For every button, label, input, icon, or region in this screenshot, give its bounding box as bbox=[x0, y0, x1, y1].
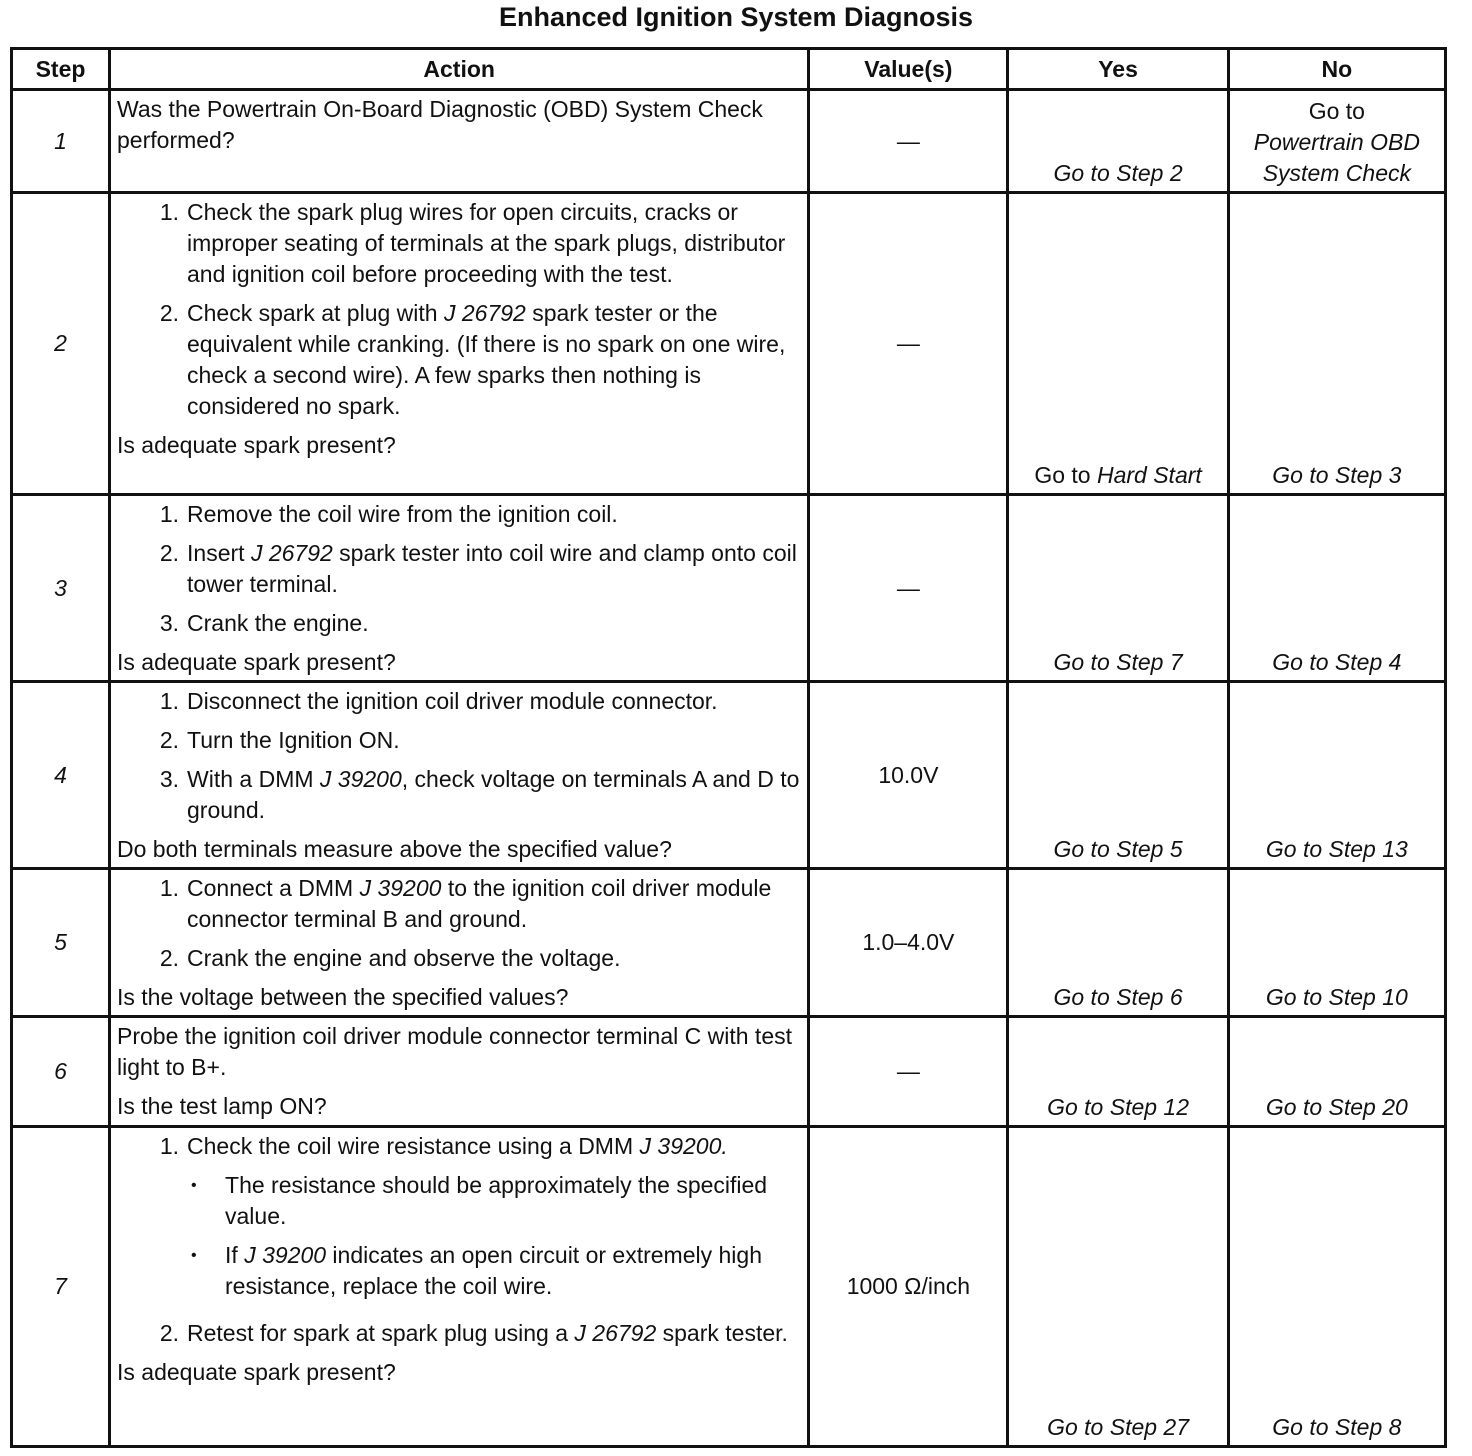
step-number: 1 bbox=[12, 90, 110, 193]
value-cell: 10.0V bbox=[809, 682, 1008, 869]
list-item bbox=[117, 764, 803, 826]
list-item bbox=[117, 538, 803, 600]
value-cell: — bbox=[809, 193, 1008, 495]
tool-reference: J 26792 bbox=[574, 1320, 657, 1346]
bullet-icon: • bbox=[191, 1247, 197, 1264]
tool-reference: J 39200 bbox=[244, 1242, 327, 1268]
value-cell: 1.0–4.0V bbox=[809, 869, 1008, 1017]
header-yes: Yes bbox=[1008, 49, 1228, 90]
list-item bbox=[117, 873, 803, 935]
text-span: , check voltage on terminals A and D to ground. bbox=[187, 766, 800, 823]
no-cell: Go to Step 3 bbox=[1228, 193, 1445, 495]
header-step: Step bbox=[12, 49, 110, 90]
yes-cell: Go to Step 27 bbox=[1008, 1127, 1228, 1447]
action-question: Is the test lamp ON? bbox=[117, 1093, 327, 1119]
action-cell bbox=[110, 90, 809, 193]
item-text: Remove the coil wire from the ignition coil. bbox=[187, 501, 618, 527]
list-item bbox=[117, 499, 803, 530]
item-number: 1. bbox=[159, 875, 180, 901]
text-span: spark tester. bbox=[656, 1320, 788, 1346]
tool-reference: J 39200 bbox=[639, 1133, 722, 1159]
tool-reference: J 39200 bbox=[319, 766, 402, 792]
no-cell: Go to Step 8 bbox=[1228, 1127, 1445, 1447]
item-text bbox=[187, 1318, 803, 1349]
text-span: to the ignition coil driver module connector terminal B and ground. bbox=[187, 875, 772, 932]
table-row bbox=[12, 1127, 1446, 1447]
item-text: Crank the engine. bbox=[187, 610, 369, 636]
no-cell: Go to Step 4 bbox=[1228, 495, 1445, 682]
action-cell bbox=[110, 495, 809, 682]
text-span: spark tester or the equivalent while cranking. (If there is no spark on one wire, check a second wire). A few sparks then nothing is considered no spark. bbox=[187, 300, 786, 419]
list-item bbox=[117, 686, 803, 717]
item-text bbox=[187, 298, 803, 422]
yes-cell bbox=[1008, 193, 1228, 495]
item-number: 1. bbox=[159, 688, 180, 714]
list-item bbox=[117, 943, 803, 974]
text-span: Check spark at plug with bbox=[187, 300, 444, 326]
value-cell: — bbox=[809, 495, 1008, 682]
sub-list-item bbox=[187, 1240, 803, 1302]
item-number: 1. bbox=[159, 199, 180, 225]
action-list bbox=[117, 1131, 803, 1349]
list-item bbox=[117, 298, 803, 422]
action-question: Do both terminals measure above the specified value? bbox=[117, 836, 672, 862]
text-span: spark tester into coil wire and clamp onto coil tower terminal. bbox=[187, 540, 797, 597]
step-number: 3 bbox=[12, 495, 110, 682]
table-row bbox=[12, 682, 1446, 869]
no-cell: Go to Step 10 bbox=[1228, 869, 1445, 1017]
text-span: Retest for spark at spark plug using a bbox=[187, 1320, 575, 1346]
header-no: No bbox=[1228, 49, 1445, 90]
action-list bbox=[117, 686, 803, 826]
item-text: Turn the Ignition ON. bbox=[187, 727, 400, 753]
document-title: Enhanced Ignition System Diagnosis bbox=[498, 2, 974, 32]
yes-prefix: Go to bbox=[1034, 462, 1097, 488]
yes-cell: Go to Step 6 bbox=[1008, 869, 1228, 1017]
item-text: Crank the engine and observe the voltage. bbox=[187, 945, 621, 971]
item-text bbox=[187, 764, 803, 826]
tool-reference: J 26792 bbox=[250, 540, 333, 566]
item-text bbox=[225, 1240, 803, 1302]
yes-cell: Go to Step 7 bbox=[1008, 495, 1228, 682]
no-cell: Go to Step 13 bbox=[1228, 682, 1445, 869]
diagnosis-table bbox=[10, 47, 1447, 1448]
table-row bbox=[12, 1017, 1446, 1127]
action-question: Is the voltage between the specified values? bbox=[117, 984, 569, 1010]
no-cell: Go to Step 20 bbox=[1228, 1017, 1445, 1127]
no-line-link: System Check bbox=[1262, 160, 1411, 186]
header-action: Action bbox=[110, 49, 809, 90]
yes-cell: Go to Step 5 bbox=[1008, 682, 1228, 869]
item-text: Check the spark plug wires for open circuits, cracks or improper seating of terminals at the spark plugs, distributor and ignition coil before proceeding with the test. bbox=[187, 199, 786, 287]
tool-reference: J 26792 bbox=[443, 300, 526, 326]
tool-reference: J 39200 bbox=[359, 875, 442, 901]
action-text: Probe the ignition coil driver module connector terminal C with test light to B+. bbox=[117, 1023, 793, 1080]
step-number: 4 bbox=[12, 682, 110, 869]
value-cell: — bbox=[809, 1017, 1008, 1127]
action-question: Is adequate spark present? bbox=[117, 432, 396, 458]
step-number: 6 bbox=[12, 1017, 110, 1127]
value-cell: — bbox=[809, 90, 1008, 193]
item-number: 1. bbox=[159, 1133, 180, 1159]
item-number: 2. bbox=[159, 300, 180, 326]
action-list bbox=[117, 873, 803, 974]
header-row bbox=[12, 49, 1446, 90]
table-row bbox=[12, 90, 1446, 193]
no-line-link: Powertrain OBD bbox=[1253, 129, 1420, 155]
table-row bbox=[12, 495, 1446, 682]
sub-list-item bbox=[187, 1170, 803, 1232]
action-list bbox=[117, 197, 803, 422]
no-cell bbox=[1228, 90, 1445, 193]
table-row bbox=[12, 193, 1446, 495]
text-span: With a DMM bbox=[187, 766, 320, 792]
action-cell bbox=[110, 193, 809, 495]
list-item bbox=[117, 608, 803, 639]
step-number: 2 bbox=[12, 193, 110, 495]
text-span: Insert bbox=[187, 540, 251, 566]
action-list bbox=[117, 499, 803, 639]
header-values: Value(s) bbox=[809, 49, 1008, 90]
item-text bbox=[187, 538, 803, 600]
item-number: 2. bbox=[159, 727, 180, 753]
item-number: 3. bbox=[159, 766, 180, 792]
list-item bbox=[117, 725, 803, 756]
step-number: 5 bbox=[12, 869, 110, 1017]
yes-link: Hard Start bbox=[1096, 462, 1202, 488]
item-number: 1. bbox=[159, 501, 180, 527]
sub-list bbox=[187, 1170, 803, 1302]
value-cell: 1000 Ω/inch bbox=[809, 1127, 1008, 1447]
action-question: Is adequate spark present? bbox=[117, 649, 396, 675]
action-cell bbox=[110, 682, 809, 869]
yes-cell: Go to Step 12 bbox=[1008, 1017, 1228, 1127]
table-row bbox=[12, 869, 1446, 1017]
text-span: Connect a DMM bbox=[187, 875, 360, 901]
text-span: . bbox=[721, 1133, 728, 1159]
no-line: Go to bbox=[1308, 98, 1365, 124]
step-number: 7 bbox=[12, 1127, 110, 1447]
bullet-icon: • bbox=[191, 1177, 197, 1194]
action-cell bbox=[110, 1017, 809, 1127]
yes-cell: Go to Step 2 bbox=[1008, 90, 1228, 193]
item-text: The resistance should be approximately the specified value. bbox=[225, 1172, 768, 1229]
list-item bbox=[117, 1131, 803, 1310]
action-cell bbox=[110, 869, 809, 1017]
text-span: Check the coil wire resistance using a DMM bbox=[187, 1133, 640, 1159]
list-item bbox=[117, 197, 803, 290]
item-number: 2. bbox=[159, 540, 180, 566]
item-text: Disconnect the ignition coil driver module connector. bbox=[187, 688, 718, 714]
action-cell bbox=[110, 1127, 809, 1447]
item-text bbox=[187, 1131, 803, 1310]
list-item bbox=[117, 1318, 803, 1349]
text-span: indicates an open circuit or extremely high resistance, replace the coil wire. bbox=[225, 1242, 762, 1299]
action-question: Is adequate spark present? bbox=[117, 1359, 396, 1385]
action-text: Was the Powertrain On-Board Diagnostic (OBD) System Check performed? bbox=[117, 96, 763, 153]
item-number: 2. bbox=[159, 1320, 180, 1346]
item-number: 2. bbox=[159, 945, 180, 971]
item-number: 3. bbox=[159, 610, 180, 636]
item-text bbox=[187, 873, 803, 935]
text-span: If bbox=[225, 1242, 245, 1268]
